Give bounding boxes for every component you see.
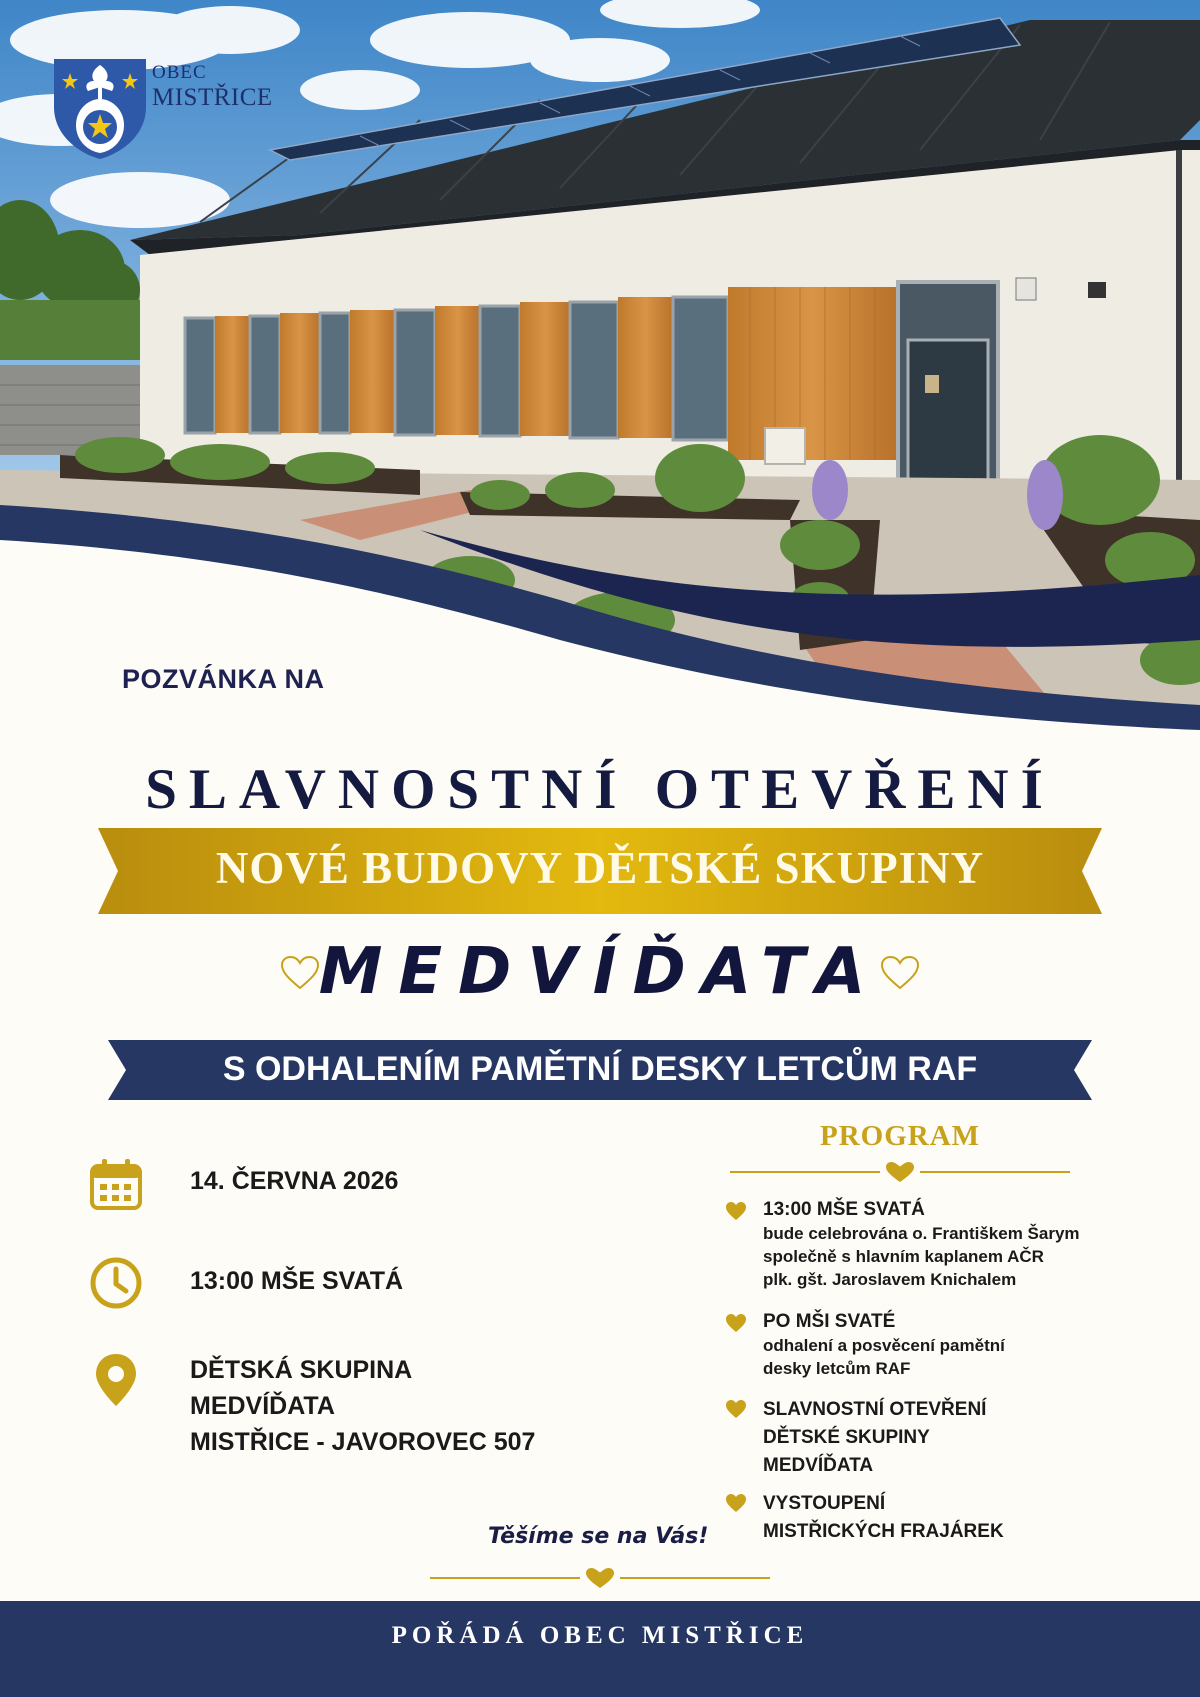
event-time: 13:00 MŠE SVATÁ: [190, 1267, 404, 1295]
program-item: [725, 1198, 1125, 1291]
program-item-desc: plk. gšt. Jaroslavem Knichalem: [763, 1270, 1017, 1289]
program-item: [725, 1490, 1125, 1546]
heart-divider: [730, 1160, 1070, 1184]
subheadline: NOVÉ BUDOVY DĚTSKÉ SKUPINY: [215, 843, 985, 893]
banner-text: S ODHALENÍM PAMĚTNÍ DESKY LETCŮM RAF: [222, 1050, 978, 1088]
group-name: MEDVÍĎATA: [318, 935, 882, 1009]
program-item-title: MISTŘICKÝCH FRAJÁREK: [763, 1521, 1004, 1542]
heart-divider: [430, 1566, 770, 1590]
organizer-text: POŘÁDÁ OBEC MISTŘICE: [391, 1622, 809, 1649]
program-title: PROGRAM: [819, 1120, 981, 1152]
program-item-title: MEDVÍĎATA: [763, 1455, 874, 1476]
heart-icon: [725, 1201, 747, 1221]
headline: SLAVNOSTNÍ OTEVŘENÍ: [145, 758, 1055, 821]
program-item-title: PO MŠI SVATÉ: [763, 1311, 896, 1332]
place-line: MISTŘICE - JAVOROVEC 507: [190, 1428, 536, 1456]
program-item-desc: desky letcům RAF: [763, 1359, 911, 1378]
clock-icon: [88, 1255, 144, 1311]
coat-of-arms-icon: [50, 55, 150, 160]
logo-line-obec: OBEC: [152, 62, 207, 83]
building-photo: [0, 0, 1200, 760]
calendar-icon: [88, 1156, 144, 1212]
heart-outline-icon: [880, 955, 920, 991]
location-pin-icon: [88, 1352, 144, 1408]
program-item-title: SLAVNOSTNÍ OTEVŘENÍ: [763, 1399, 987, 1420]
event-place: [190, 1352, 535, 1460]
heart-icon: [725, 1493, 747, 1513]
heart-icon: [725, 1313, 747, 1333]
program-item-title: DĚTSKÉ SKUPINY: [763, 1427, 930, 1448]
program-item-title: 13:00 MŠE SVATÁ: [763, 1199, 925, 1220]
event-date: 14. ČERVNA 2026: [190, 1167, 399, 1195]
program-item-desc: společně s hlavním kaplanem AČR: [763, 1247, 1044, 1266]
program-item: [725, 1396, 1125, 1480]
program-item-desc: bude celebrována o. Františkem Šarym: [763, 1224, 1080, 1243]
program-item-title: VYSTOUPENÍ: [763, 1493, 886, 1514]
closing-text: Těšíme se na Vás!: [488, 1524, 709, 1549]
program-item-desc: odhalení a posvěcení pamětní: [763, 1336, 1005, 1355]
program-item: [725, 1310, 1125, 1380]
heart-icon: [725, 1399, 747, 1419]
invitation-label: POZVÁNKA NA: [122, 664, 325, 694]
place-line: MEDVÍĎATA: [190, 1392, 335, 1420]
place-line: DĚTSKÁ SKUPINA: [190, 1356, 413, 1384]
logo-wordmark: [152, 62, 273, 113]
logo-line-mistrice: MISTŘICE: [152, 83, 273, 111]
